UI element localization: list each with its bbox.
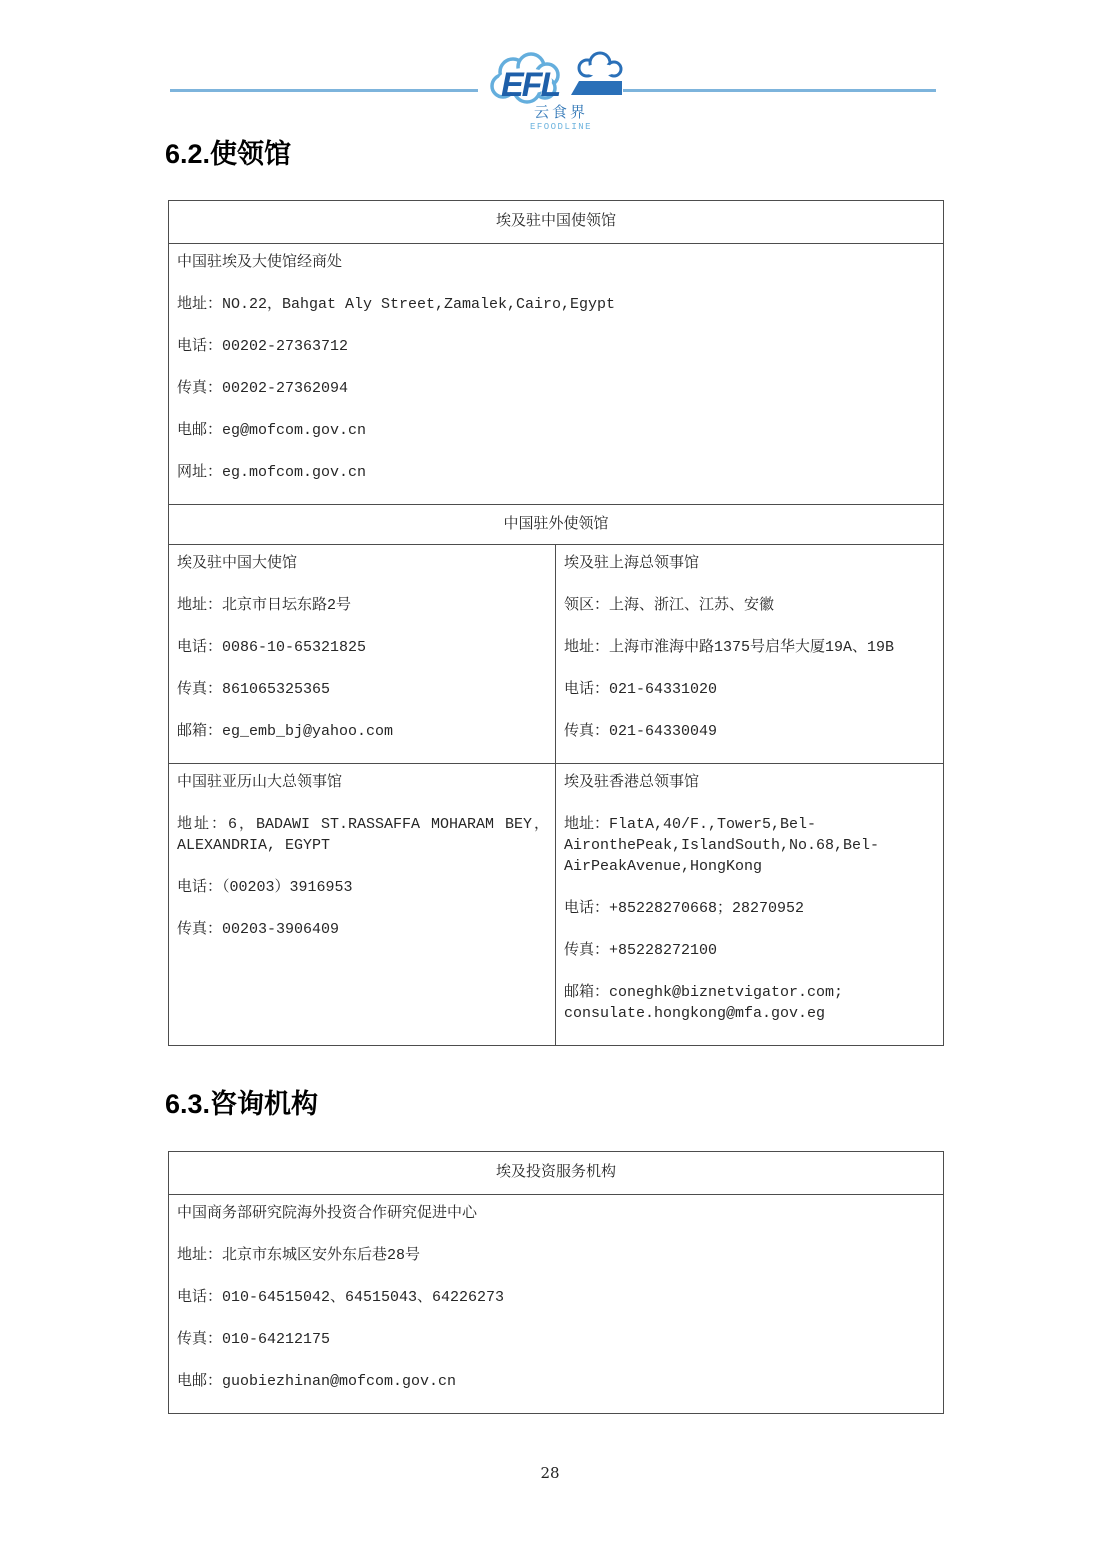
logo-cloud-icon (487, 50, 635, 106)
org-title: 埃及驻中国大使馆 (177, 555, 298, 572)
email-line: 电邮：eg@mofcom.gov.cn (177, 422, 367, 439)
website-line: 网址：eg.mofcom.gov.cn (177, 464, 367, 481)
section-heading-6-3: 6.3.咨询机构 (165, 1089, 319, 1119)
table-row (169, 763, 943, 1045)
phone-line: 电话：00202-27363712 (177, 338, 349, 355)
address-line-2: AironthePeak,IslandSouth,No.68,Bel- (564, 837, 880, 854)
fax-line: 传真：00202-27362094 (177, 380, 349, 397)
phone-line: 电话：021-64331020 (564, 681, 718, 698)
table-header-egypt-missions-in-china: 埃及驻中国使领馆 (169, 201, 943, 244)
header-rule-left (170, 89, 478, 92)
address-line: 地址：北京市日坛东路2号 (177, 597, 352, 614)
fax-line: 传真：00203-3906409 (177, 921, 340, 938)
logo-name-cn: 云食界 (533, 105, 588, 122)
section-heading-6-2: 6.2.使领馆 (165, 139, 292, 169)
org-title: 埃及驻上海总领事馆 (564, 555, 700, 572)
embassy-consulate-table (168, 200, 944, 1046)
email-line: 电邮：guobiezhinan@mofcom.gov.cn (177, 1373, 457, 1390)
district-line: 领区：上海、浙江、江苏、安徽 (564, 597, 775, 614)
logo-efl-text: EFL (501, 66, 560, 104)
table-row (169, 545, 943, 763)
logo-name-en: EFOODLINE (529, 122, 593, 132)
phone-line: 电话：010-64515042、64515043、64226273 (177, 1289, 505, 1306)
address-line: 地址：上海市淮海中路1375号启华大厦19A、19B (564, 639, 895, 656)
advisory-agency-table (168, 1151, 944, 1414)
address-line: 地址：NO.22，Bahgat Aly Street,Zamalek,Cairo,Egypt (177, 296, 616, 313)
table-header-investment-services: 埃及投资服务机构 (169, 1152, 943, 1195)
phone-line: 电话：0086-10-65321825 (177, 639, 367, 656)
fax-line: 传真：+85228272100 (564, 942, 718, 959)
email-line-1: 邮箱：coneghk@biznetvigator.com; (564, 984, 844, 1001)
email-line: 邮箱：eg_emb_bj@yahoo.com (177, 723, 394, 740)
cell-egypt-consulate-shanghai (556, 545, 943, 763)
address-line (564, 814, 937, 877)
cell-egypt-embassy-beijing (169, 545, 556, 763)
org-title: 中国商务部研究院海外投资合作研究促进中心 (177, 1205, 478, 1222)
page-number: 28 (540, 1464, 560, 1482)
email-line-2: consulate.hongkong@mfa.gov.eg (564, 1005, 826, 1022)
cell-egypt-consulate-hongkong (556, 763, 943, 1045)
cell-china-embassy-commercial-office (169, 244, 943, 483)
email-line (564, 982, 937, 1024)
phone-line: 电话：+85228270668；28270952 (564, 900, 805, 917)
org-title: 埃及驻香港总领事馆 (564, 774, 700, 791)
efoodline-logo (487, 50, 635, 134)
page-header (0, 0, 1100, 135)
org-title: 中国驻亚历山大总领事馆 (177, 774, 343, 791)
header-rule-right (623, 89, 936, 92)
phone-line: 电话：（00203）3916953 (177, 879, 353, 896)
address-line-1: 地址：FlatA,40/F.,Tower5,Bel- (564, 816, 817, 833)
address-line: 地址：6，BADAWI ST.RASSAFFA MOHARAM BEY，ALEXANDRIA, EGYPT (177, 816, 549, 854)
fax-line: 传真：021-64330049 (564, 723, 718, 740)
cell-china-consulate-alexandria (169, 763, 556, 1045)
table-header-china-missions-abroad: 中国驻外使领馆 (169, 504, 943, 545)
address-line-3: AirPeakAvenue,HongKong (564, 858, 763, 875)
address-line: 地址：北京市东城区安外东后巷28号 (177, 1247, 421, 1264)
logo-swoosh (571, 81, 622, 95)
fax-line: 传真：010-64212175 (177, 1331, 331, 1348)
cell-mofcom-research-center (169, 1195, 943, 1392)
fax-line: 传真：861065325365 (177, 681, 331, 698)
org-title: 中国驻埃及大使馆经商处 (177, 254, 343, 271)
